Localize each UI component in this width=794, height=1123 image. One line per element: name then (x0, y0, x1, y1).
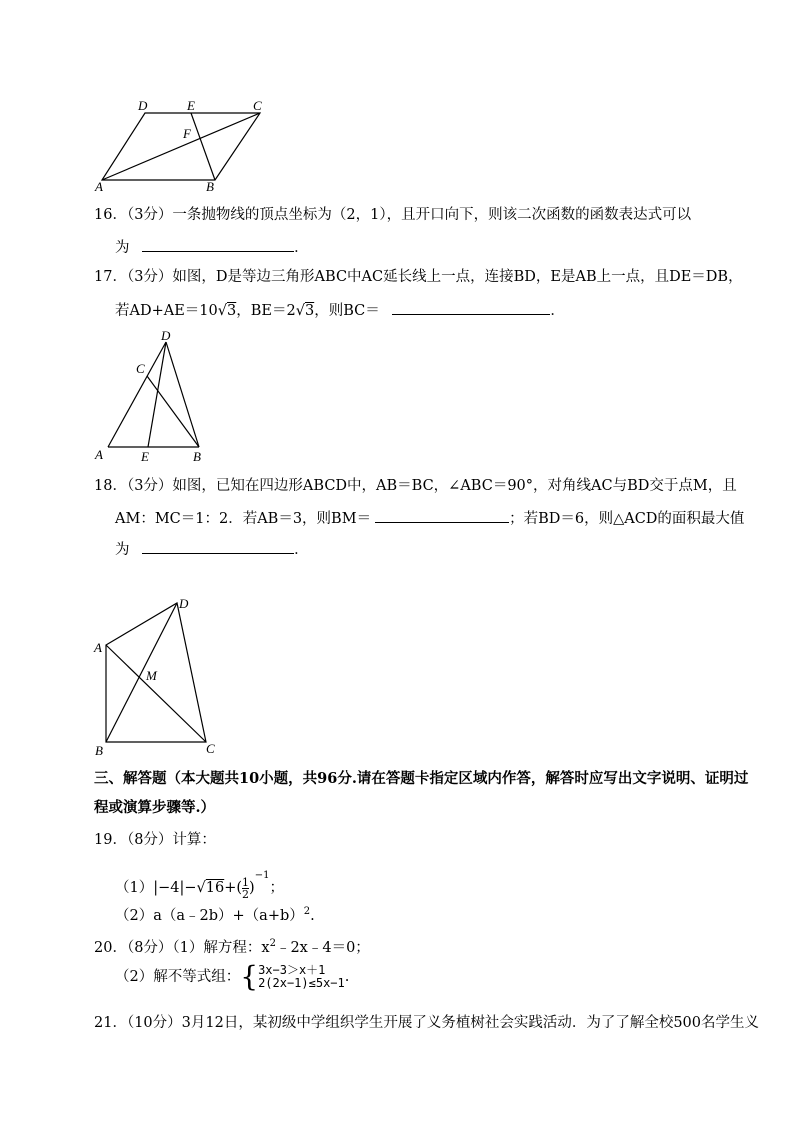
question-16-line-1: 16．（3分）一条抛物线的顶点坐标为（2，1），且开口向下，则该二次函数的函数表达式可以 (94, 207, 692, 223)
label-D: D (179, 596, 189, 611)
question-16-line-2 (115, 236, 309, 258)
inequality-system (258, 964, 345, 990)
q19-p2-end: . (310, 907, 315, 924)
q19-root: 16 (205, 880, 225, 896)
q17-text-e: ，则BC＝ (314, 303, 380, 319)
q18-answer-blank-2[interactable] (142, 538, 294, 554)
q17-root-2: 3 (304, 303, 315, 319)
q17-suffix: ． (550, 303, 565, 319)
parallelogram-figure (90, 96, 280, 196)
q19-p1-prefix: （1）|−4|− (115, 880, 197, 896)
q18-text-b: ；若BD＝6，则△ACD的面积最大值 (509, 511, 745, 527)
q20-p2-end: . (344, 969, 350, 985)
q19-plus: +( (224, 880, 243, 896)
q20-p1-end: ﹣2x﹣4＝0； (275, 939, 370, 956)
q18-text-a: AM：MC＝1：2．若AB＝3，则BM＝ (115, 511, 372, 527)
question-18-line-1: 18．（3分）如图，已知在四边形ABCD中，AB＝BC，∠ABC＝90°，对角线AC与BD交于点M，且 (94, 478, 737, 494)
label-D: D (161, 328, 171, 343)
q19-p2-text: （2）a（a﹣2b）+（a+b） (115, 907, 304, 924)
question-19-part-2 (115, 902, 315, 926)
q18-prefix: 为 (115, 542, 130, 558)
question-17-line-1: 17．（3分）如图，D是等边三角形ABC中AC延长线上一点，连接BD，E是AB上一点，且DE＝DB， (94, 269, 743, 285)
label-A: A (95, 179, 103, 194)
q17-root-1: 3 (227, 303, 237, 319)
q18-suffix: ． (294, 542, 309, 558)
question-20-part-2 (115, 960, 350, 993)
label-M: M (146, 668, 157, 683)
question-21-line-1: 21．（10分）3月12日，某初级中学组织学生开展了义务植树社会实践活动．为了了解全校500名学生义 (94, 1015, 759, 1031)
question-18-line-3 (115, 538, 309, 560)
quadrilateral-figure (90, 590, 230, 760)
q17-text-c: ，BE＝2 (236, 303, 296, 319)
label-C: C (206, 741, 215, 756)
section-3-heading-line-2: 程或演算步骤等.） (94, 799, 216, 816)
section-3-heading-line-1: 三、解答题（本大题共10小题，共96分.请在答题卡指定区域内作答，解答时应写出文字说明、证明过 (94, 770, 749, 787)
fraction-denominator: 2 (242, 887, 250, 901)
question-17-line-2 (115, 299, 565, 321)
label-A: A (94, 640, 102, 655)
q17-answer-blank[interactable] (392, 299, 550, 315)
question-19-part-1 (115, 866, 284, 901)
label-C: C (136, 361, 145, 376)
exponent: 2 (303, 906, 311, 917)
label-C: C (253, 98, 262, 113)
sqrt-symbol: √ (295, 303, 305, 319)
question-20-part-1 (94, 934, 370, 958)
q19-close: ) (249, 880, 255, 896)
question-19-title: 19．（8分）计算： (94, 832, 216, 848)
exponent: 2 (269, 938, 276, 949)
sqrt-symbol: √ (196, 880, 206, 896)
question-18-line-2 (115, 507, 744, 529)
fraction (242, 877, 249, 900)
inequality-2: 2(2x−1)≤5x−1 (258, 976, 345, 990)
q19-p1-end: ； (269, 880, 284, 896)
triangle-figure (90, 325, 220, 465)
q20-p1-text: 20．（8分）（1）解方程：x (94, 939, 270, 956)
q16-answer-blank[interactable] (142, 236, 294, 252)
fraction-numerator: 1 (242, 875, 250, 889)
label-F: F (183, 126, 191, 141)
q18-answer-blank-1[interactable] (375, 507, 509, 523)
label-D: D (138, 98, 148, 113)
label-A: A (95, 447, 103, 462)
label-B: B (206, 179, 214, 194)
label-E: E (141, 449, 149, 464)
q16-suffix: ． (294, 240, 309, 256)
q20-p2-prefix: （2）解不等式组： (115, 969, 241, 985)
brace-symbol: { (240, 960, 259, 993)
label-B: B (193, 449, 201, 464)
sqrt-symbol: √ (217, 303, 228, 319)
label-B: B (95, 743, 103, 758)
inequality-1: 3x−3＞x＋1 (258, 963, 326, 977)
exponent: −1 (254, 870, 270, 881)
q16-prefix: 为 (115, 240, 130, 256)
label-E: E (187, 98, 195, 113)
q17-text-a: 若AD+AE＝10 (115, 303, 218, 319)
